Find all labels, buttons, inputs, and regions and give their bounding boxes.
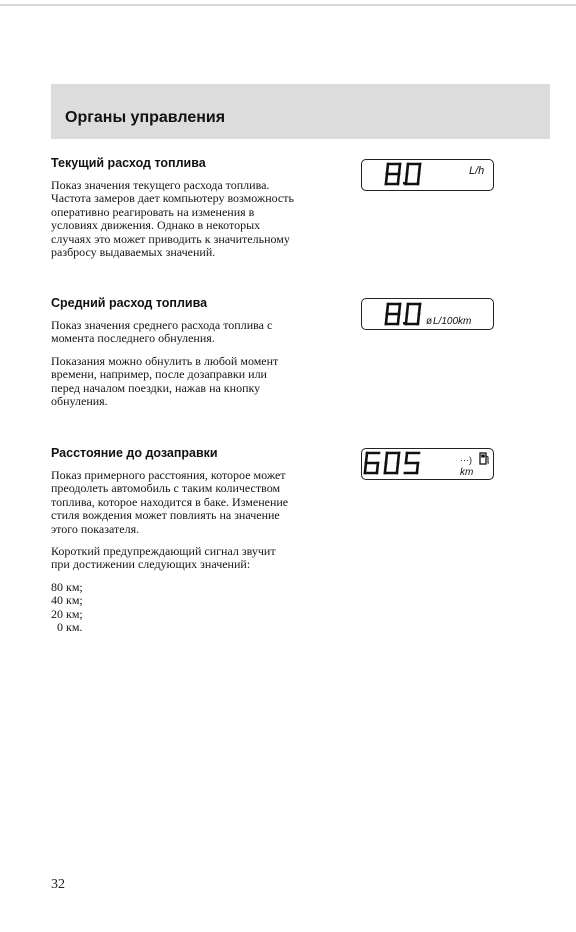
lcd-distance-to-empty: [361, 448, 494, 480]
lcd-digits: [365, 453, 419, 473]
lcd-digit: [386, 304, 400, 324]
lcd-unit-label: km: [460, 467, 474, 478]
section-heading: Текущий расход топлива: [51, 156, 206, 170]
lcd-screen: [362, 449, 492, 478]
average-symbol-icon: ø: [426, 316, 433, 327]
top-border-line: [0, 4, 576, 6]
section-paragraph: Короткий предупреждающий сигнал звучит при достижении следующих значений:: [51, 544, 276, 572]
list-item: 40 км;: [51, 593, 83, 608]
lcd-digits: [386, 164, 420, 185]
page-number: 32: [51, 877, 65, 892]
page-title: Органы управления: [65, 109, 226, 126]
list-item: 20 км;: [51, 606, 83, 621]
list-item: 80 км;: [51, 579, 83, 594]
lcd-digit: [365, 453, 379, 473]
header-band: [51, 84, 550, 139]
fuel-pump-icon: [480, 453, 489, 464]
section-paragraph: Показ значения среднего расхода топлива с момента последнего обнуления.: [51, 318, 273, 346]
list-item: 0 км.: [51, 620, 83, 635]
section-heading: Средний расход топлива: [51, 296, 208, 310]
lcd-digit: [405, 453, 419, 473]
lcd-arrow-label: ···): [460, 455, 472, 465]
lcd-current-consumption: [361, 159, 494, 191]
lcd-digit: [406, 304, 420, 324]
lcd-digit: [385, 453, 399, 473]
lcd-average-consumption: [361, 298, 494, 330]
lcd-screen: [362, 160, 492, 189]
lcd-digit: [406, 164, 420, 184]
section-average-consumption: [51, 296, 296, 417]
section-paragraph: Показ значения текущего расхода топлива. Частота замеров дает компьютеру возможность оперативно реагировать на изменения в условиях движения. Однако в некоторых случаях это может приводить к значительному разбросу выдаваемых значений.: [51, 178, 294, 260]
section-paragraph: Показ примерного расстояния, которое может преодолеть автомобиль с таким количеством топлива, которое находится в баке. Изменение стиля вождения может повлиять на значение этого показателя.: [51, 468, 289, 536]
lcd-digits: [386, 304, 420, 325]
section-current-consumption: [51, 156, 296, 268]
section-distance-to-empty: [51, 446, 296, 634]
section-paragraph: Показания можно обнулить в любой момент времени, например, после дозаправки или перед началом поездки, нажав на кнопку обнуления.: [51, 353, 279, 409]
lcd-unit-label: L/h: [469, 165, 485, 177]
section-heading: Расстояние до дозаправки: [51, 446, 218, 460]
warning-values-list: [51, 581, 296, 635]
lcd-screen: [362, 299, 492, 328]
lcd-digit: [386, 164, 400, 184]
lcd-unit-label: L/100km: [433, 316, 472, 327]
